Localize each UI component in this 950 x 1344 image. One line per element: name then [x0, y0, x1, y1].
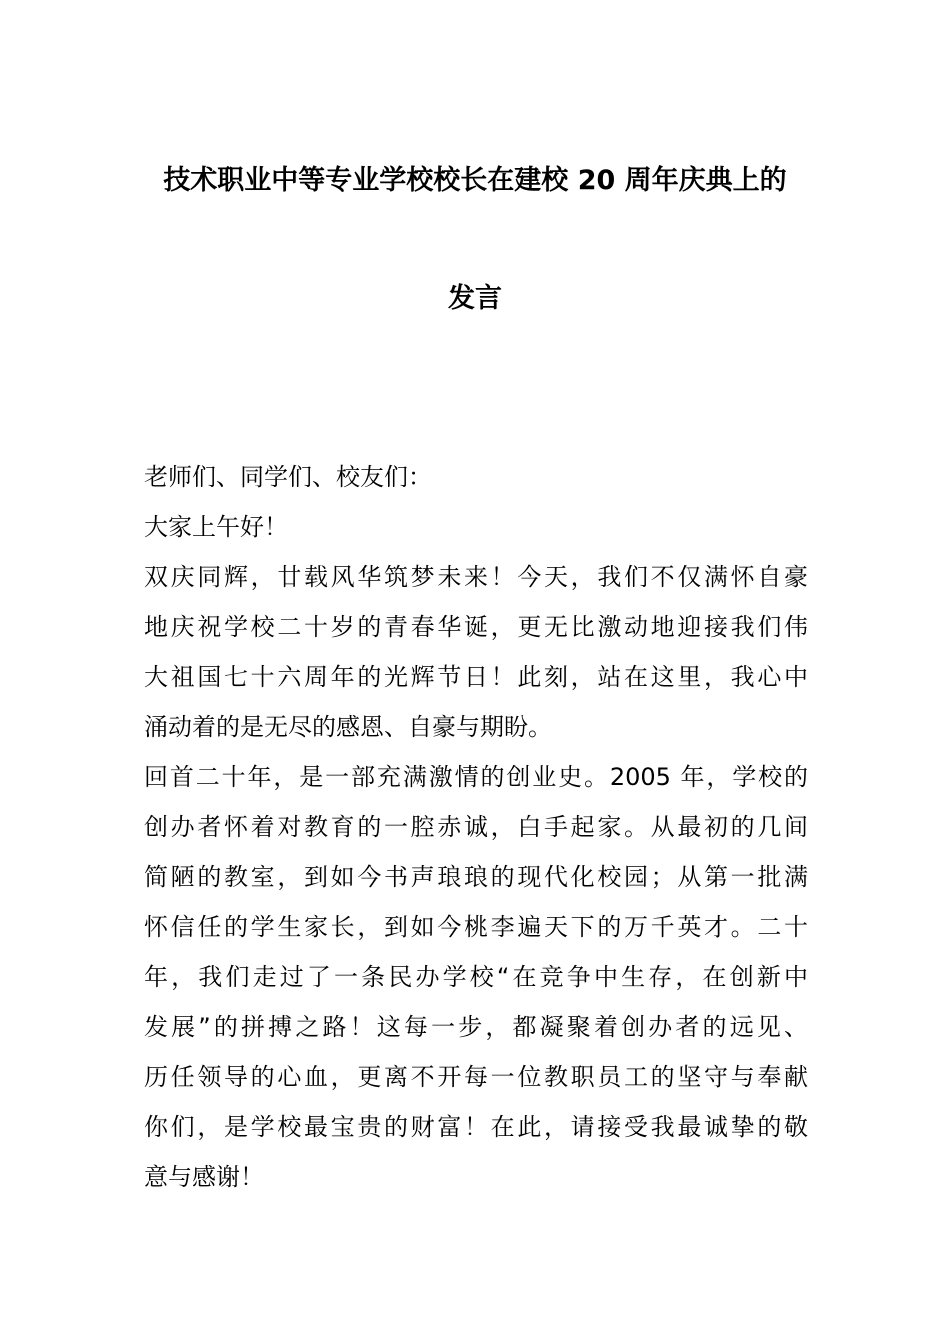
body-line: 涌动着的是无尽的感恩、自豪与期盼。	[144, 713, 552, 741]
body-line: 你们，是学校最宝贵的财富！在此，请接受我最诚挚的敬	[144, 1113, 808, 1141]
body-line: 双庆同辉，廿载风华筑梦未来！今天，我们不仅满怀自豪	[144, 563, 808, 591]
body-line: 历任领导的心血，更离不开每一位教职员工的坚守与奉献	[144, 1063, 808, 1091]
body-line: 老师们、同学们、校友们：	[144, 463, 432, 491]
body-line: 年，我们走过了一条民办学校“在竞争中生存，在创新中	[144, 963, 808, 991]
body-line: 大祖国七十六周年的光辉节日！此刻，站在这里，我心中	[144, 663, 808, 691]
body-line: 简陋的教室，到如今书声琅琅的现代化校园；从第一批满	[144, 863, 808, 891]
body-line: 地庆祝学校二十岁的青春华诞，更无比激动地迎接我们伟	[144, 613, 808, 641]
document-title-line-2: 发言	[448, 283, 502, 314]
document-title-line-1: 技术职业中等专业学校校长在建校 20 周年庆典上的	[163, 165, 787, 196]
body-line: 大家上午好！	[144, 513, 288, 541]
body-line: 意与感谢！	[144, 1163, 264, 1191]
body-line: 怀信任的学生家长，到如今桃李遍天下的万千英才。二十	[144, 913, 808, 941]
body-line: 创办者怀着对教育的一腔赤诚，白手起家。从最初的几间	[144, 813, 808, 841]
body-line: 回首二十年，是一部充满激情的创业史。2005 年，学校的	[144, 763, 808, 791]
body-line: 发展”的拼搏之路！这每一步，都凝聚着创办者的远见、	[144, 1013, 808, 1041]
speech-body	[144, 457, 808, 1207]
